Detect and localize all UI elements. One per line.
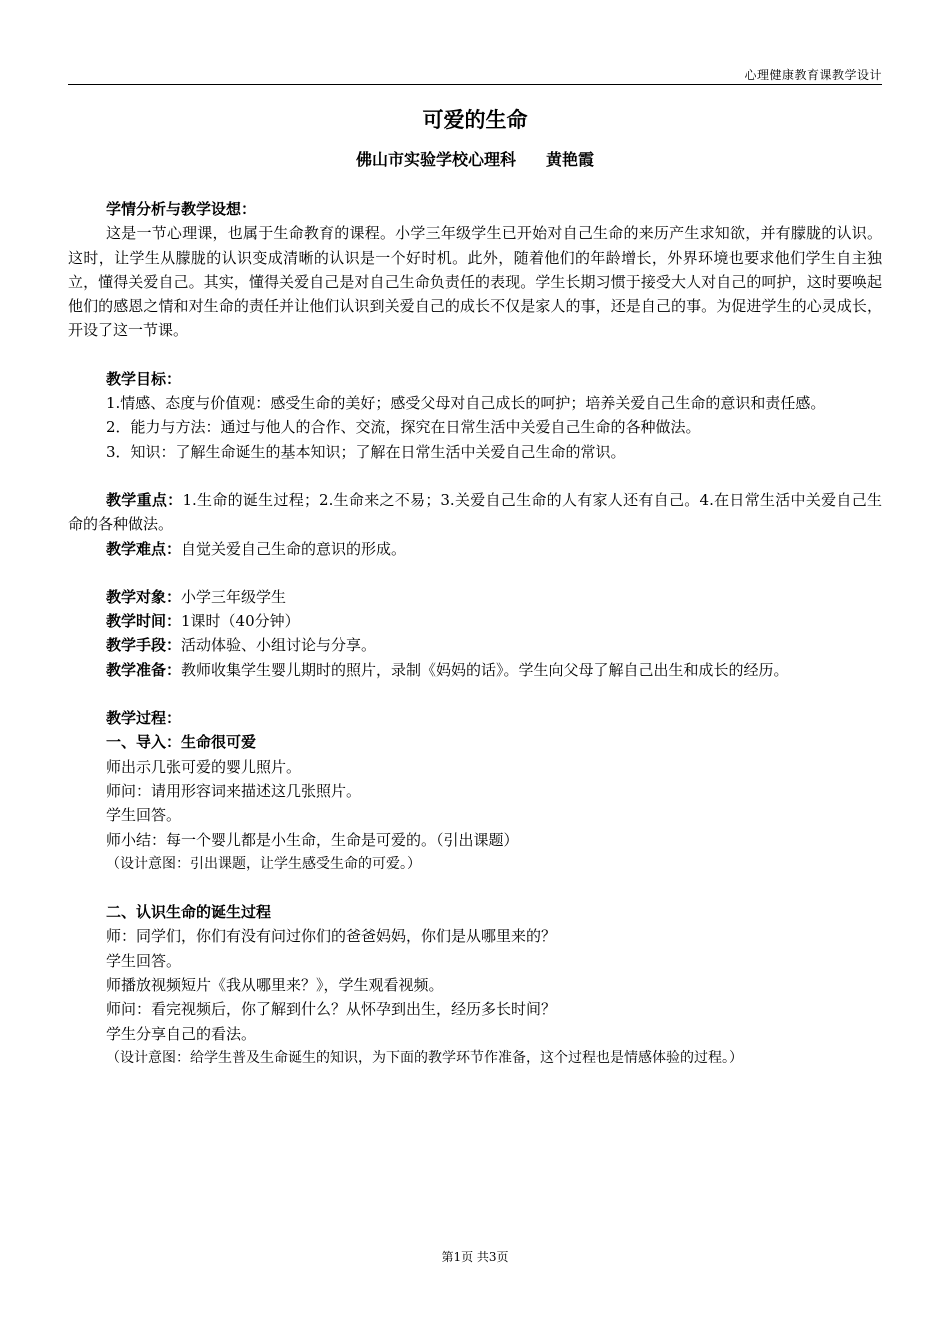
analysis-heading: 学情分析与教学设想： — [106, 200, 257, 218]
info-text: 1课时（40分钟） — [181, 612, 300, 631]
info-prep — [68, 658, 882, 682]
section-title: 一、导入：生命很可爱 — [106, 733, 257, 752]
info-text: 小学三年级学生 — [181, 587, 287, 606]
process-line: 师问：请用形容词来描述这几张照片。 — [106, 781, 362, 800]
design-intent: （设计意图：引出课题，让学生感受生命的可爱。） — [106, 855, 421, 872]
info-label: 教学手段： — [106, 636, 182, 655]
info-label: 教学准备： — [106, 660, 182, 679]
key-points — [68, 488, 882, 537]
process-line: 学生分享自己的看法。 — [106, 1024, 257, 1043]
difficulty-text: 自觉关爱自己生命的意识的形成。 — [181, 539, 407, 558]
author-school: 佛山市实验学校心理科 — [355, 150, 516, 169]
process-line: 师：同学们，你们有没有问过你们的爸爸妈妈，你们是从哪里来的？ — [106, 927, 557, 946]
process-line: 学生回答。 — [106, 951, 182, 970]
process-line: 师播放视频短片《我从哪里来？》，学生观看视频。 — [106, 976, 444, 995]
process-line: 师问：看完视频后，你了解到什么？从怀孕到出生，经历多长时间？ — [106, 1000, 557, 1019]
goals-heading: 教学目标： — [106, 369, 182, 388]
process-line: 师出示几张可爱的婴儿照片。 — [106, 757, 302, 776]
document-body — [68, 197, 882, 1070]
key-points-label: 教学重点： — [106, 490, 183, 509]
section-title: 二、认识生命的诞生过程 — [106, 903, 272, 922]
info-means — [68, 633, 882, 657]
goal-item: 2．能力与方法：通过与他人的合作、交流，探究在日常生活中关爱自己生命的各种做法。 — [106, 418, 701, 437]
process-line: 学生回答。 — [106, 806, 182, 825]
info-target — [68, 585, 882, 609]
goal-item: 1.情感、态度与价值观：感受生命的美好；感受父母对自己成长的呵护；培养关爱自己生命的意识和责任感。 — [106, 394, 826, 413]
info-text: 活动体验、小组讨论与分享。 — [181, 636, 377, 655]
page-number: 第1页 共3页 — [441, 1250, 509, 1264]
difficulty-label: 教学难点： — [106, 539, 182, 558]
goal-item: 3．知识：了解生命诞生的基本知识；了解在日常生活中关爱自己生命的常识。 — [106, 442, 626, 461]
info-label: 教学对象： — [106, 587, 182, 606]
design-intent: （设计意图：给学生普及生命诞生的知识，为下面的教学环节作准备，这个过程也是情感体验的过程。） — [106, 1049, 743, 1066]
process-heading: 教学过程： — [106, 709, 182, 728]
difficulty — [68, 537, 882, 561]
info-label: 教学时间： — [106, 612, 182, 631]
header-rule — [68, 84, 882, 85]
author-name: 黄艳霞 — [546, 150, 595, 169]
info-text: 教师收集学生婴儿期时的照片，录制《妈妈的话》。学生向父母了解自己出生和成长的经历。 — [181, 660, 789, 679]
process-line: 师小结：每一个婴儿都是小生命，生命是可爱的。（引出课题） — [106, 830, 519, 849]
author-line — [0, 147, 950, 170]
document-title: 可爱的生命 — [422, 108, 528, 132]
analysis-text: 这是一节心理课，也属于生命教育的课程。小学三年级学生已开始对自己生命的来历产生求知欲，并有朦胧的认识。这时，让学生从朦胧的认识变成清晰的认识是一个好时机。此外，随着他们的年龄增长，外界环境也要求他们学生自主独立，懂得关爱自己。其实，懂得关爱自己是对自己生命负责任的表现。学生长期习惯于接受大人对自己的呵护，这时要唤起他们的感恩之情和对生命的责任并让他们认识到关爱自己的成长不仅是家人的事，还是自己的事。为促进学生的心灵成长，开设了这一节课。 — [68, 224, 882, 340]
info-time — [68, 609, 882, 633]
key-points-text: 1.生命的诞生过程；2.生命来之不易；3.关爱自己生命的人有家人还有自己。4.在日常生活中关爱自己生命的各种做法。 — [68, 490, 882, 534]
running-header: 心理健康教育课教学设计 — [744, 68, 882, 82]
